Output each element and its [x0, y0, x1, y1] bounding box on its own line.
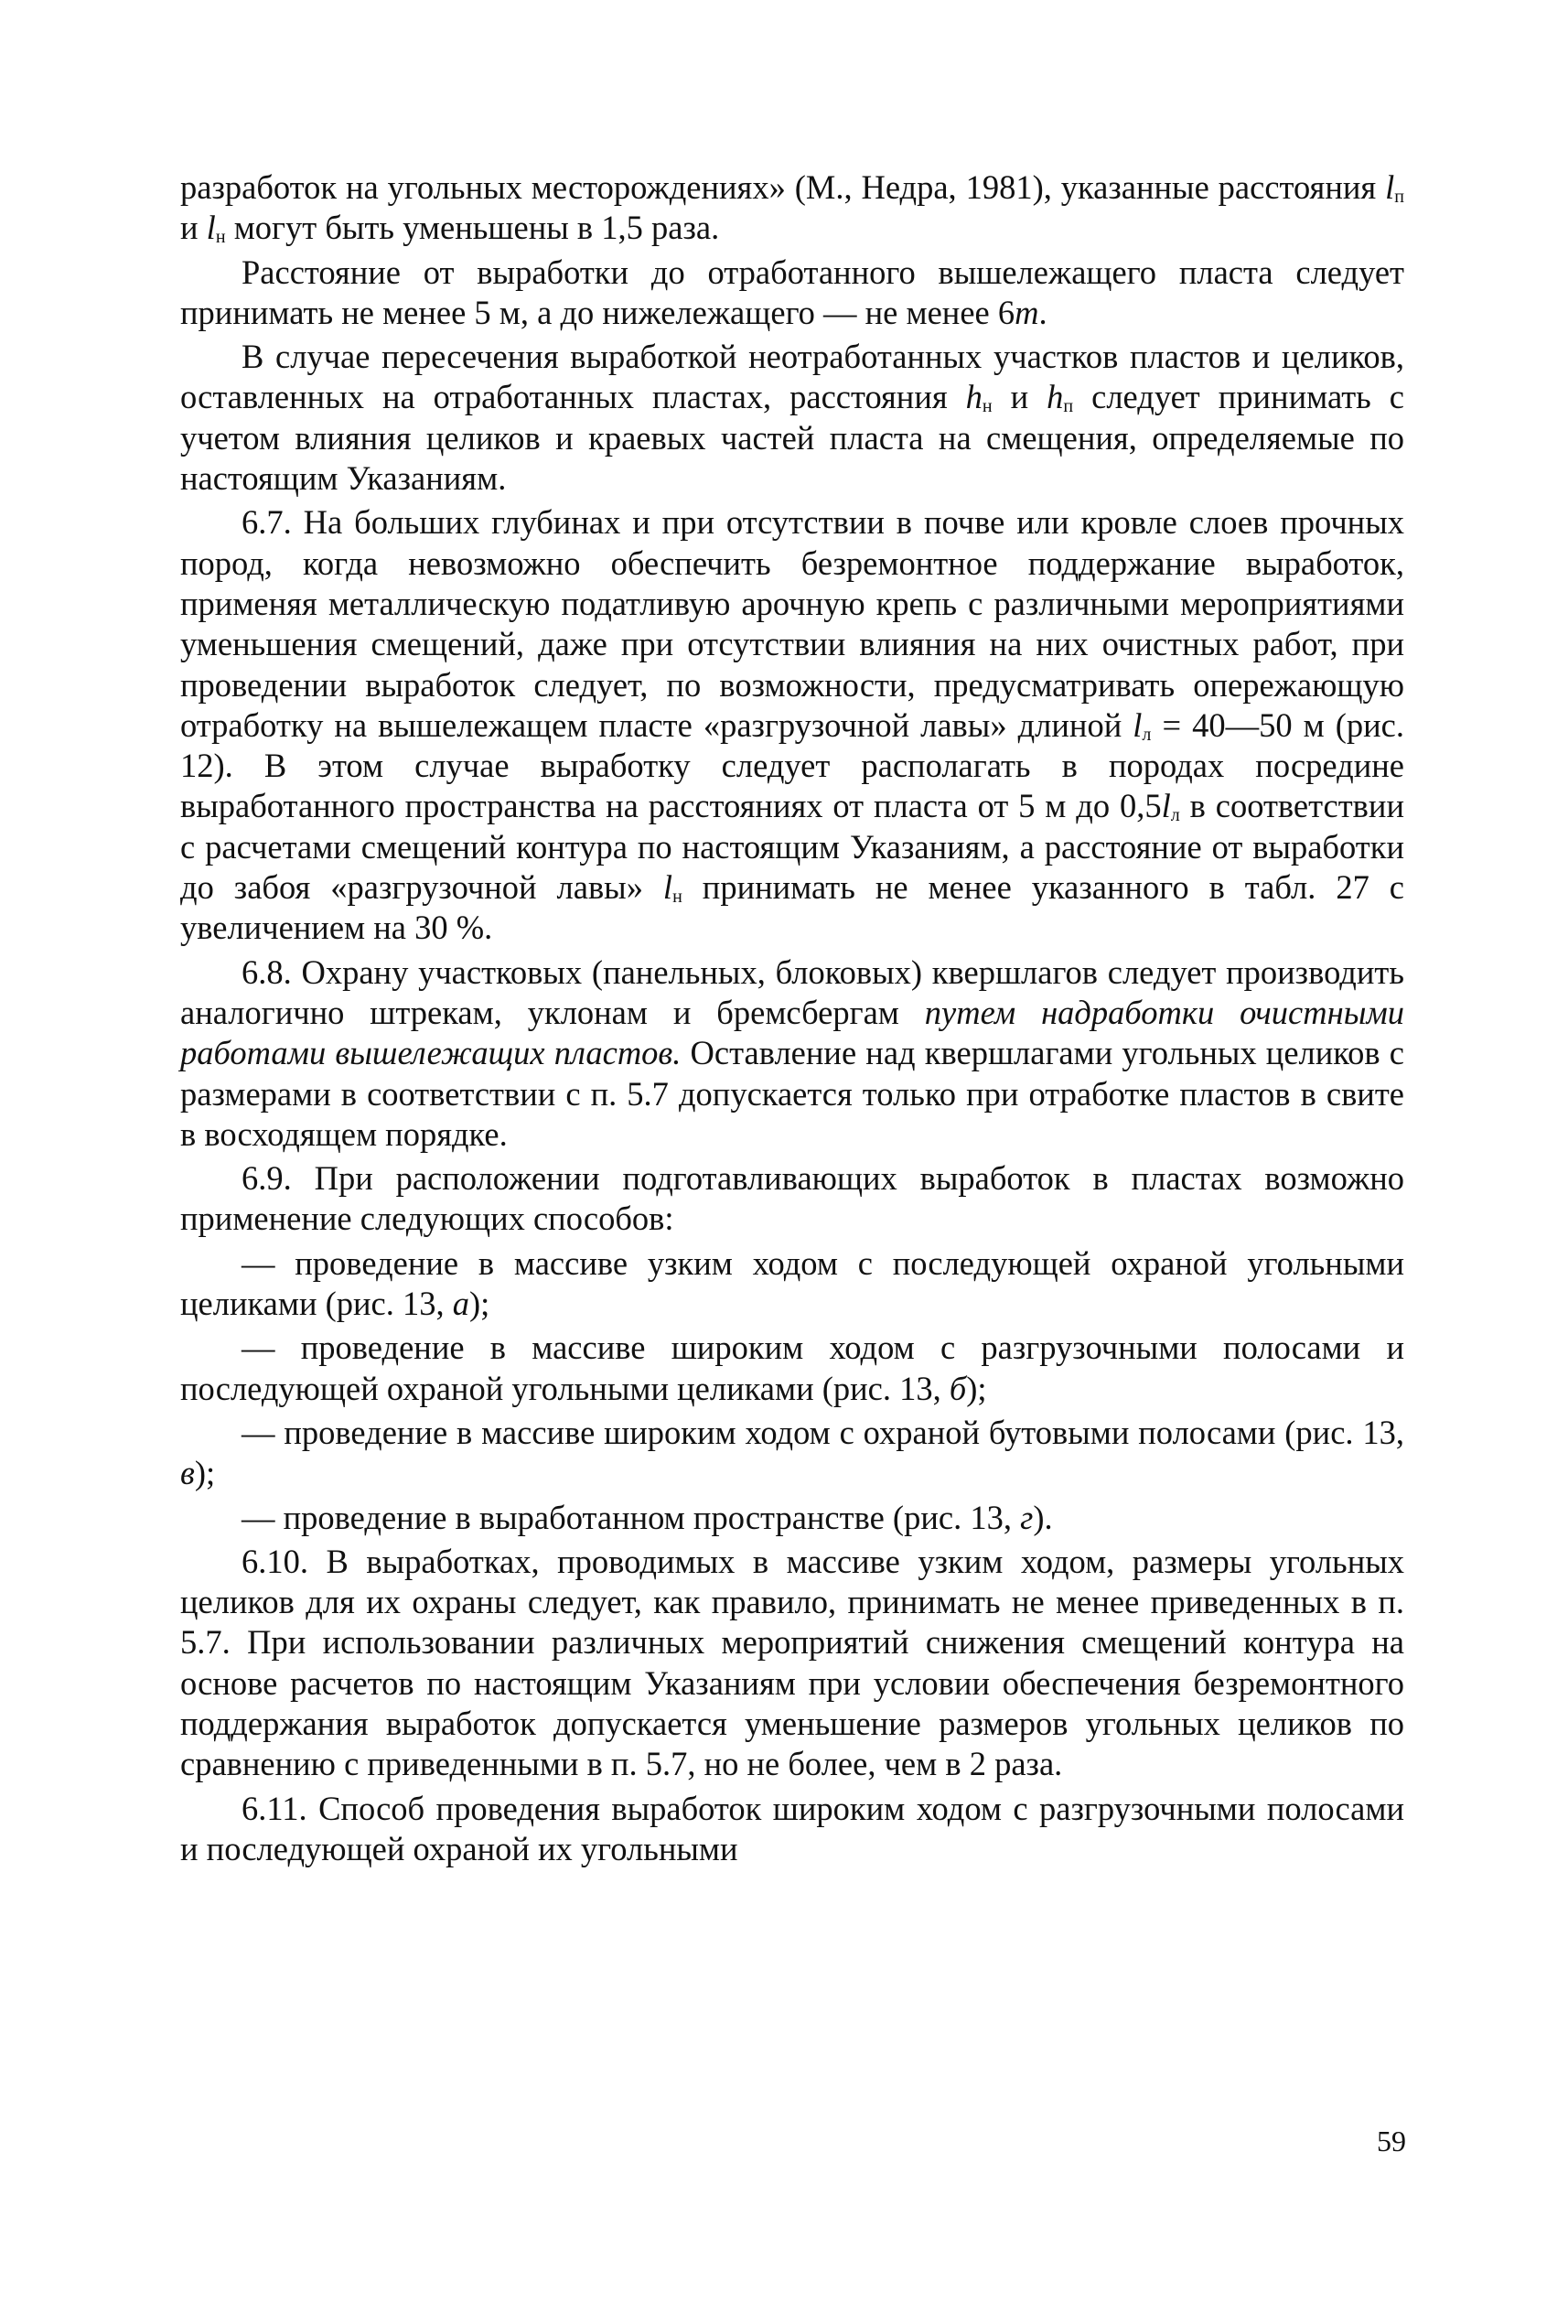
text-run: ); [966, 1369, 987, 1407]
text-run: Оставление над квершлагами угольных целиков с размерами в соответствии с п. 5.7 допускается только при отработке пластов в свите в восходящем порядке. [180, 1034, 1404, 1153]
paragraph [180, 167, 1404, 249]
document-body [180, 167, 1404, 1869]
text-run: 6.11. Способ проведения выработок широким ходом с разгрузочными полосами и последующей охраной их угольными [180, 1789, 1404, 1867]
italic-text: а [452, 1285, 470, 1323]
text-run: . [1038, 293, 1047, 331]
text-run: — проведение в массиве широким ходом с охраной бутовыми полосами (рис. 13, [242, 1413, 1404, 1451]
page-number: 59 [1377, 2125, 1406, 2157]
text-run: принимать не менее указанного в табл. 27 с увеличением на 30 %. [180, 868, 1404, 947]
paragraph [180, 337, 1404, 499]
italic-text: путем надработки очистными работами вышележащих пластов. [180, 993, 1404, 1072]
paragraph [180, 1413, 1404, 1494]
paragraph [180, 253, 1404, 334]
italic-text: г [1020, 1498, 1034, 1536]
italic-text: l [1133, 705, 1143, 744]
italic-text: б [949, 1369, 967, 1407]
paragraph [180, 952, 1404, 1155]
italic-text: h [965, 378, 983, 416]
text-run: 6.7. На больших глубинах и при отсутствии в почве или кровле слоев прочных пород, когда невозможно обеспечить безремонтное поддержание выработок, применяя металлическую податливую арочную крепь с различными мероприятиями уменьшения смещений, даже при отсутствии влияния на них очистных работ, при проведении выработок следует, по возможности, предусматривать опережающую отработку на вышележащем пласте «разгрузочной лавы» длиной [180, 503, 1404, 744]
text-run: — проведение в массиве широким ходом с разгрузочными полосами и последующей охраной угольными целиками (рис. 13, [180, 1329, 1404, 1407]
italic-text: l [662, 868, 673, 907]
text-run: — проведение в массиве узким ходом с последующей охраной угольными целиками (рис. 13, [180, 1243, 1404, 1323]
subscript: п [1063, 396, 1074, 417]
text-run: Расстояние от выработки до отработанного вышележащего пласта следует принимать не менее 5 м, а до нижележащего — не менее 6 [180, 253, 1404, 331]
italic-text: m [1015, 293, 1039, 331]
text-run: следует принимать с учетом влияния целиков и краевых частей пласта на смещения, определяемые по настоящим Указаниям. [180, 378, 1404, 498]
paragraph [180, 502, 1404, 948]
text-run: ); [194, 1454, 216, 1492]
paragraph [180, 1789, 1404, 1870]
paragraph [180, 1243, 1404, 1325]
italic-text: l [1385, 168, 1395, 206]
subscript: н [982, 396, 993, 417]
subscript: н [215, 227, 226, 248]
subscript: л [1170, 805, 1180, 826]
paragraph [180, 1328, 1404, 1409]
text-run: и [180, 209, 207, 247]
italic-text: h [1047, 378, 1064, 416]
text-run: 6.9. При расположении подготавливающих выработок в пластах возможно применение следующих способов: [180, 1159, 1404, 1238]
subscript: н [672, 887, 682, 908]
text-run: могут быть уменьшены в 1,5 раза. [225, 209, 720, 247]
italic-text: l [1161, 787, 1171, 825]
text-run: и [992, 378, 1047, 416]
subscript: п [1394, 187, 1404, 207]
text-run: = 40—50 м (рис. 12). В этом случае выработку следует располагать в породах посредине выработанного пространства на расстояниях от пласта от 5 м до 0,5 [180, 705, 1404, 825]
paragraph [180, 1542, 1404, 1785]
text-run: В случае пересечения выработкой неотработанных участков пластов и целиков, оставленных на отработанных пластах, расстояния [180, 338, 1404, 416]
paragraph [180, 1498, 1404, 1538]
text-run: ). [1033, 1498, 1053, 1536]
text-run: разработок на угольных месторождениях» (М., Недра, 1981), указанные расстояния [180, 168, 1386, 206]
text-run: ); [469, 1285, 490, 1323]
italic-text: l [206, 209, 216, 247]
subscript: л [1142, 724, 1152, 745]
text-run: — проведение в выработанном пространстве (рис. 13, [242, 1498, 1021, 1536]
italic-text: в [180, 1454, 195, 1492]
text-run: в соответствии с расчетами смещений контура по настоящим Указаниям, а расстояние от выработки до забоя «разгрузочной лавы» [180, 787, 1404, 907]
text-run: 6.10. В выработках, проводимых в массиве узким ходом, размеры угольных целиков для их охраны следует, как правило, принимать не менее приведенных в п. 5.7. При использовании различных мероприятий снижения смещений контура на основе расчетов по настоящим Указаниям при условии обеспечения безремонтного поддержания выработок допускается уменьшение размеров угольных целиков по сравнению с приведенными в п. 5.7, но не более, чем в 2 раза. [180, 1542, 1404, 1783]
text-run: 6.8. Охрану участковых (панельных, блоковых) квершлагов следует производить аналогично штрекам, уклонам и бремсбергам [180, 952, 1404, 1031]
paragraph [180, 1158, 1404, 1240]
